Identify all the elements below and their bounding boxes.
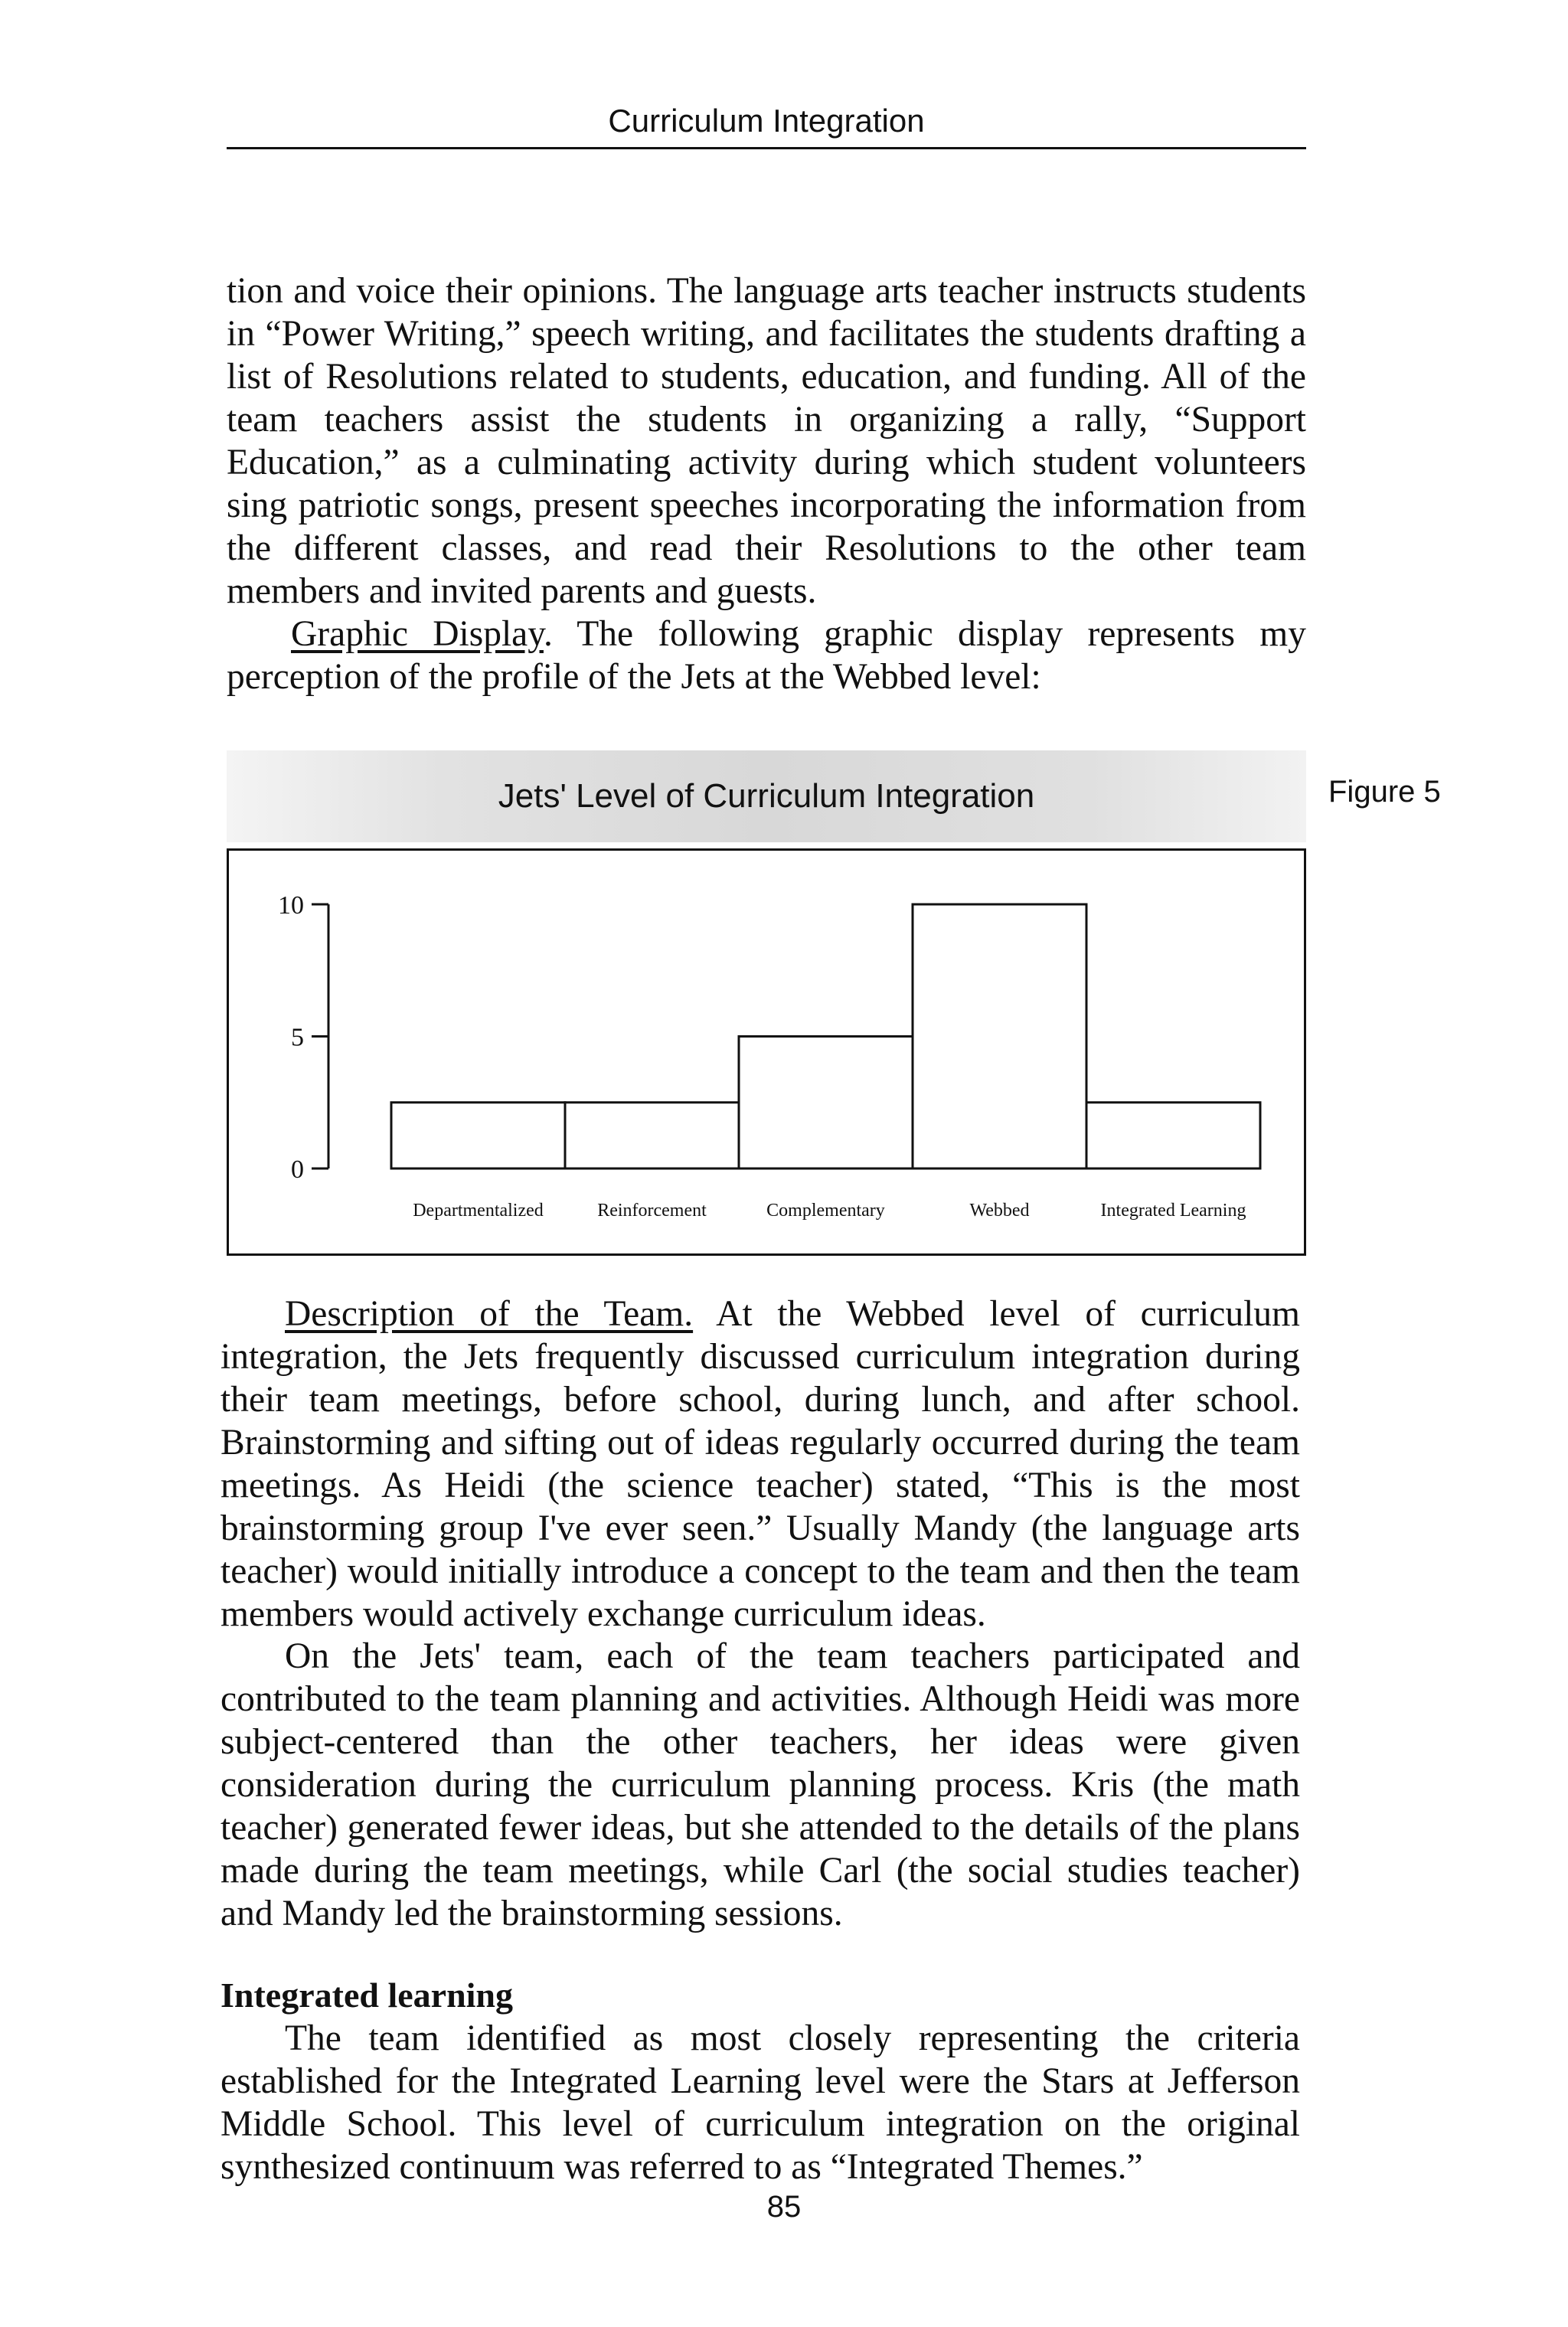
graphic-display-text: . The following graphic display represents my perception of the profile of the Jets at the Webbed level:: [227, 614, 1306, 697]
bar-webbed: [913, 904, 1086, 1168]
chart-title: Jets' Level of Curriculum Integration: [498, 777, 1035, 815]
paragraph-description: [220, 1293, 1300, 1636]
chart-title-banner: [227, 750, 1306, 842]
x-tick-label-4: Integrated Learning: [1100, 1201, 1246, 1221]
graphic-display-heading: Graphic Display: [291, 614, 544, 654]
bar-departmentalized: [391, 1103, 565, 1168]
description-heading: Description of the Team.: [285, 1294, 694, 1334]
chart-frame: [227, 848, 1306, 1256]
y-tick-label-2: 10: [278, 891, 304, 920]
y-tick-label-0: 0: [291, 1155, 304, 1184]
bar-integrated-learning: [1086, 1103, 1260, 1168]
description-text: At the Webbed level of curriculum integration, the Jets frequently discussed curriculum integration during their team meetings, before school, during lunch, and after school. Brainstorming and sifting out of ideas regularly occurred during the team meetings. As Heidi (the science teacher) stated, “This is the most brainstorming group I've ever seen.” Usually Mandy (the language arts teacher) would initially introduce a concept to the team and then the team members would actively exchange curriculum ideas.: [220, 1294, 1300, 1634]
bar-reinforcement: [565, 1103, 739, 1168]
x-tick-label-2: Complementary: [766, 1201, 885, 1221]
x-tick-label-1: Reinforcement: [597, 1201, 707, 1221]
y-tick-label-1: 5: [291, 1023, 304, 1052]
header-rule: [227, 147, 1306, 149]
x-tick-label-3: Webbed: [969, 1201, 1030, 1221]
figure-label: Figure 5: [1328, 775, 1441, 809]
paragraph-graphic-display: [227, 613, 1306, 698]
paragraph-jets-team: On the Jets' team, each of the team teachers participated and contributed to the team planning and activities. Although Heidi was more subject-centered than the other teachers, her ideas were given consideration during the curriculum planning process. Kris (the math teacher) generated fewer ideas, but she attended to the details of the plans made during the team meetings, while Carl (the social studies teacher) and Mandy led the brainstorming sessions.: [220, 1636, 1300, 1933]
bar-chart: [229, 851, 1304, 1253]
paragraph-integrated-learning: The team identified as most closely representing the criteria established for the Integrated Learning level were the Stars at Jefferson Middle School. This level of curriculum integration on the original synthesized continuum was referred to as “Integrated Themes.”: [220, 2018, 1300, 2187]
x-tick-label-0: Departmentalized: [413, 1201, 544, 1221]
section-heading: Integrated learning: [220, 1976, 514, 2015]
paragraph-continuation: tion and voice their opinions. The language arts teacher instructs students in “Power Writing,” speech writing, and facilitates the students drafting a list of Resolutions related to students, education, and funding. All of the team teachers assist the students in organizing a rally, “Support Education,” as a culminating activity during which student volunteers sing patriotic songs, present speeches incorporating the information from the different classes, and read their Resolutions to the other team members and invited parents and guests.: [227, 271, 1306, 611]
page-number: 85: [766, 2190, 802, 2224]
bar-complementary: [739, 1037, 913, 1169]
running-head: Curriculum Integration: [608, 103, 925, 139]
